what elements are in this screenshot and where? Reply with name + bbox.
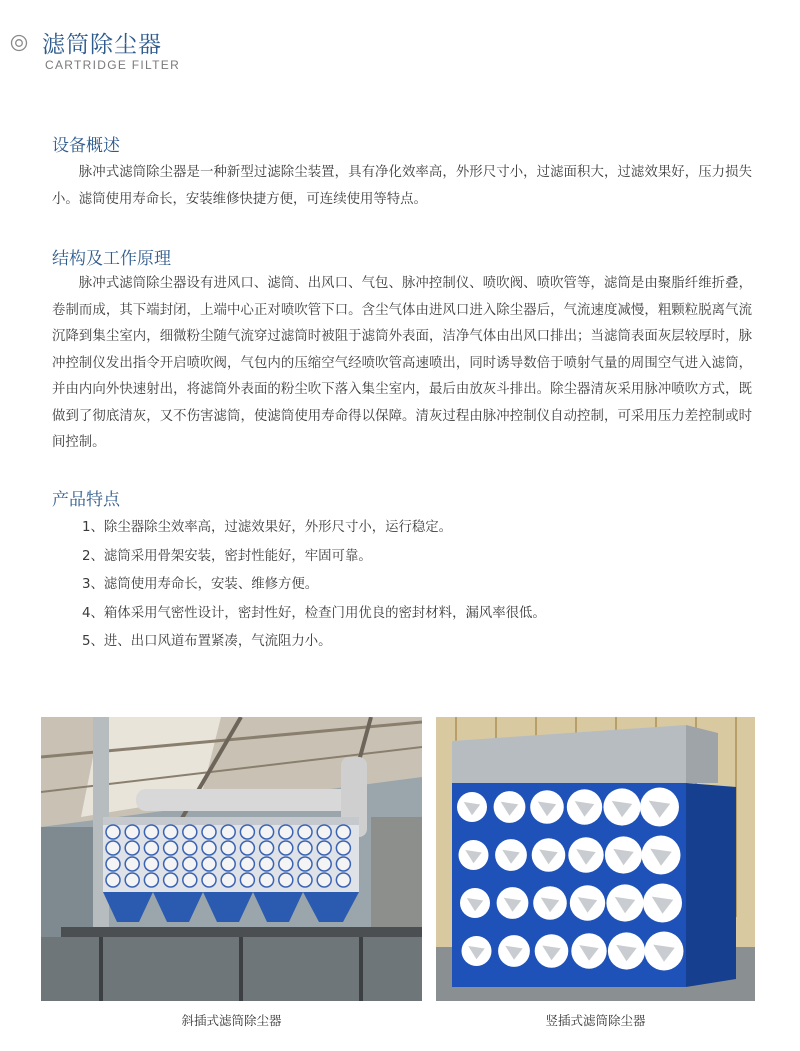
slanted-cartridge-collector-photo — [41, 717, 422, 1001]
feature-item: 2、滤筒采用骨架安装，密封性能好，牢固可靠。 — [82, 548, 372, 564]
page-subtitle: CARTRIDGE FILTER — [45, 58, 181, 72]
feature-item: 5、进、出口风道布置紧凑，气流阻力小。 — [82, 634, 332, 649]
feature-item: 4、箱体采用气密性设计，密封性好，检查门用优良的密封材料，漏风率很低。 — [82, 605, 546, 621]
page-title: 滤筒除尘器 — [42, 32, 162, 58]
vertical-cartridge-collector-photo — [436, 717, 755, 1001]
features-heading: 产品特点 — [52, 490, 120, 510]
photo-caption-slanted: 斜插式滤筒除尘器 — [181, 1013, 282, 1028]
overview-paragraph: 脉冲式滤筒除尘器是一种新型过滤除尘装置，具有净化效率高，外形尺寸小，过滤面积大，过滤效果好，压力损失小。滤筒使用寿命长，安装维修快捷方便，可连续使用等特点。 — [52, 165, 752, 207]
target-circle-icon — [10, 34, 28, 52]
principle-paragraph: 脉冲式滤筒除尘器设有进风口、滤筒、出风口、气包、脉冲控制仪、喷吹阀、喷吹管等，滤筒是由聚脂纤维折叠，卷制而成，其下端封闭，上端中心正对喷吹管下口。含尘气体由进风口进入除尘器后，气流速度减慢，粗颗粒脱离气流沉降到集尘室内，细微粉尘随气流穿过滤筒时被阻于滤筒外表面，洁净气体由出风口排出；当滤筒表面灰层较厚时，脉冲控制仪发出指令开启喷吹阀，气包内的压缩空气经喷吹管高速喷出，同时诱导数倍于喷射气量的周围空气进入滤筒，并由内向外快速射出，将滤筒外表面的粉尘吹下落入集尘室内，最后由放灰斗排出。除尘器清灰采用脉冲喷吹方式，既做到了彻底清灰，又不伤害滤筒，使滤筒使用寿命得以保障。清灰过程由脉冲控制仪自动控制，可采用压力差控制或时间控制。 — [52, 276, 752, 450]
feature-item: 3、滤筒使用寿命长，安装、维修方便。 — [82, 577, 319, 592]
overview-heading: 设备概述 — [52, 136, 120, 156]
photo-caption-vertical: 竖插式滤筒除尘器 — [545, 1013, 646, 1028]
feature-item: 1、除尘器除尘效率高，过滤效果好，外形尺寸小，运行稳定。 — [82, 520, 453, 535]
principle-heading: 结构及工作原理 — [52, 249, 171, 269]
features-list — [82, 514, 546, 657]
